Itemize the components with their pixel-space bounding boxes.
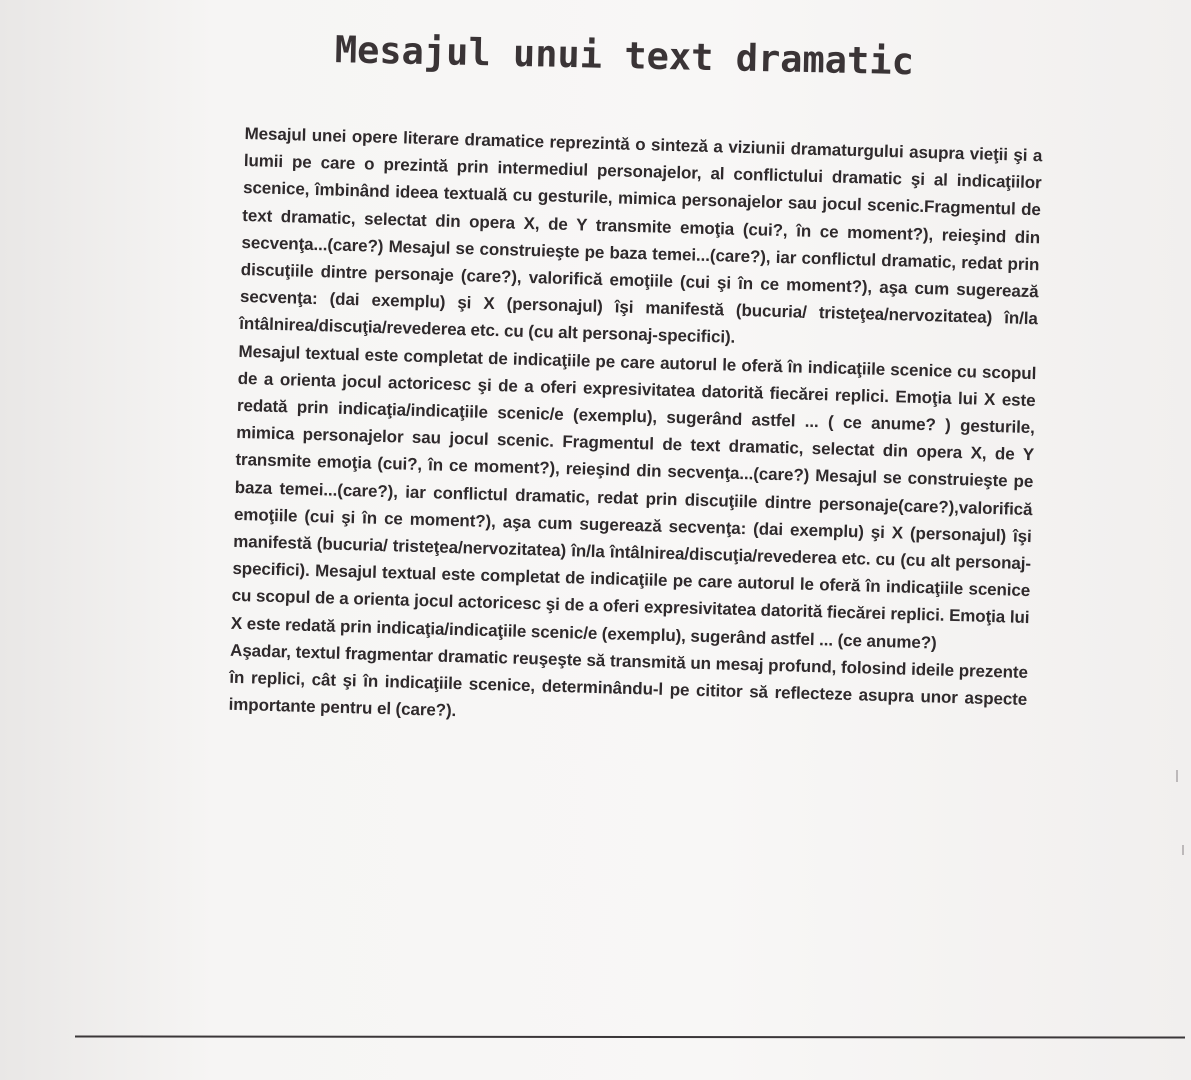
paragraph-indications: Mesajul textual este completat de indicaţiile pe care autorul le oferă în indicaţiile scenice cu scopul de a orienta jocul actoricesc şi de a oferi expresivitatea datorită fiecărei replici. Emoţia lui X este redată prin indicaţia/indicaţiile scenic/e (exemplu), sugerând astfel ... ( ce anume? ) gesturile, mimica personajelor sau jocul scenic. Fragmentul de text dramatic, selectat din opera X, de Y transmite emoţia (cui?, în ce moment?), reieşind din secvenţa...(care?) Mesajul se construieşte pe baza temei...(care?), iar conflictul dramatic, redat prin discuţiile dintre personaje(care?),valorifică emoţiile (cui şi în ce moment?), aşa cum sugerează secvenţa: (dai exemplu) şi X (personajul) îşi manifestă (bucuria/ tristeţea/nervozitatea) în/la întâlnirea/discuţia/revederea etc. cu (cu alt personaj-specifici). Mesajul textual este completat de indicaţiile pe care autorul le oferă în indicaţiile scenice cu scopul de a orienta jocul actoricesc şi de a oferi expresivitatea datorită fiecărei replici. Emoţia lui X este redată prin indicaţia/indicaţiile scenic/e (exemplu), sugerând astfel ... (ce anume?): [230, 341, 1037, 653]
document-title: Mesajul unui text dramatic: [334, 28, 915, 84]
scan-edge-mark: [1182, 845, 1184, 855]
paragraph-intro: Mesajul unei opere literare dramatice reprezintă o sinteză a viziunii dramaturgului asupra vieţii şi a lumii pe care o prezintă prin intermediul personajelor, al conflictului dramatic şi al indicaţiilor scenice, îmbinând ideea textuală cu gesturile, mimica personajelor sau jocul scenic.Fragmentul de text dramatic, selectat din opera X, de Y transmite emoţia (cui?, în ce moment?), reieşind din secvenţa...(care?) Mesajul se construieşte pe baza temei...(care?), iar conflictul dramatic, redat prin discuţiile dintre personaje (care?), valorifică emoţiile (cui şi în ce moment?), aşa cum sugerează secvenţa: (dai exemplu) şi X (personajul) îşi manifestă (bucuria/ tristeţea/nervozitatea) în/la întâlnirea/discuţia/revederea etc. cu (cu alt personaj-specifici).: [239, 123, 1043, 348]
document-body: [228, 120, 1042, 741]
scan-edge-mark: [1176, 770, 1178, 782]
paragraph-conclusion: Aşadar, textul fragmentar dramatic reuşeşte să transmită un mesaj profund, folosind ideile prezente în replici, cât şi în indicaţiile scenice, determinându-l pe cititor să reflecteze asupra unor aspecte importante pentru el (care?).: [228, 640, 1029, 721]
page-bottom-rule: [75, 1036, 1185, 1039]
